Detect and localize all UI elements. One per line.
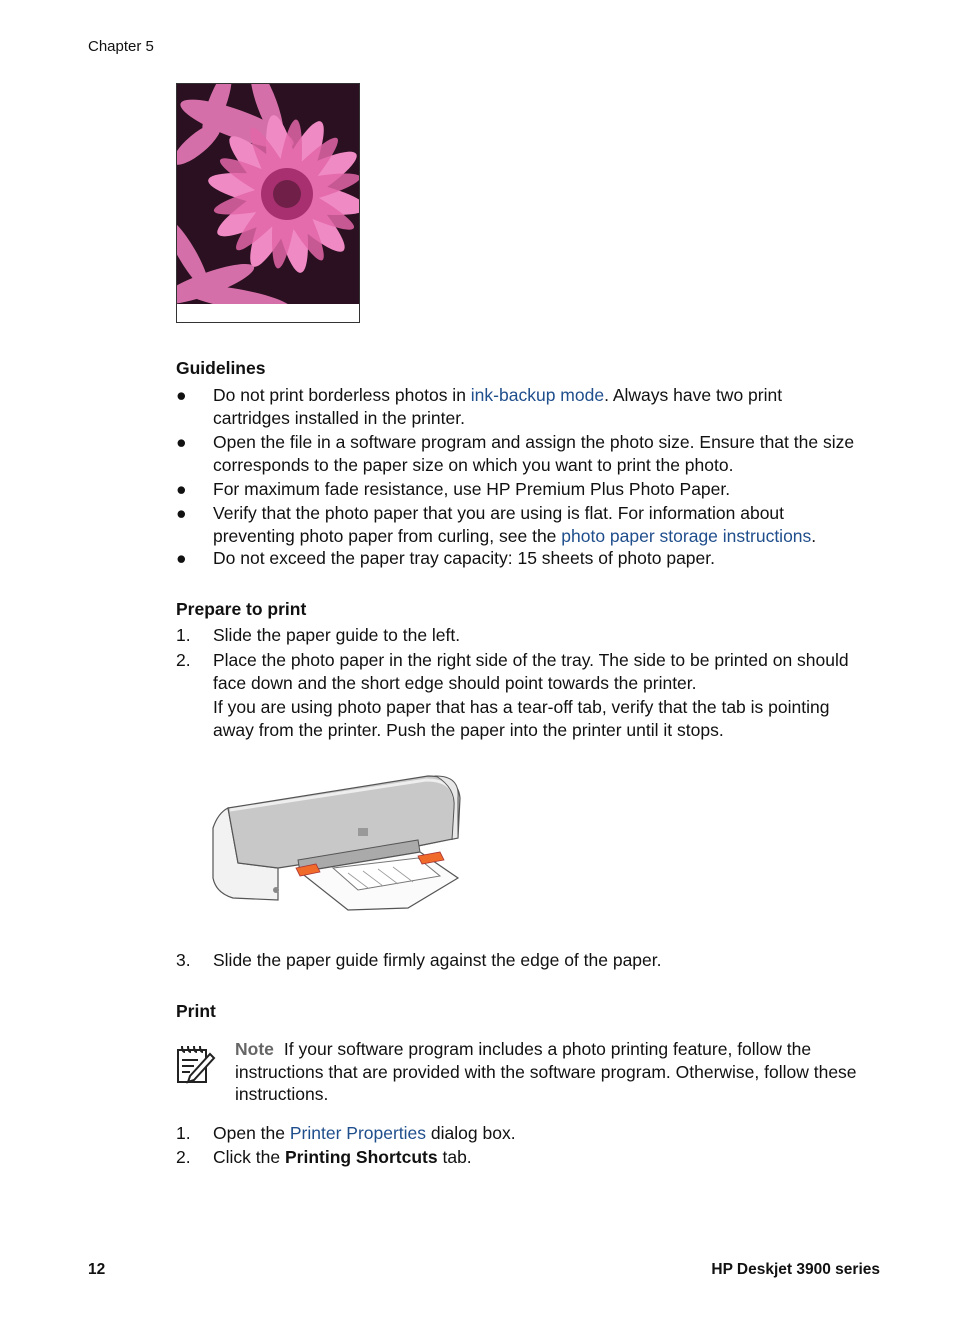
product-name: HP Deskjet 3900 series [711,1261,880,1278]
bullet-icon: ● [176,385,187,405]
bullet-icon: ● [176,479,187,499]
page-number: 12 [88,1261,106,1278]
printer-icon [208,768,468,918]
printer-illustration [208,768,468,918]
note-label: Note [235,1039,274,1059]
borderless-photo-sample [176,83,360,323]
bullet-icon: ● [176,432,187,452]
note-icon [176,1042,216,1086]
bullet-icon: ● [176,548,187,568]
chapter-label: Chapter 5 [88,38,154,55]
photo-paper-storage-link[interactable]: photo paper storage instructions [561,525,812,546]
guidelines-heading: Guidelines [176,358,266,378]
bullet-icon: ● [176,503,187,523]
ink-backup-mode-link[interactable]: ink-backup mode [470,385,605,405]
prepare-heading: Prepare to print [176,599,307,619]
printer-properties-link[interactable]: Printer Properties [289,1123,427,1143]
print-heading: Print [176,1001,216,1021]
printing-shortcuts-tab-label: Printing Shortcuts [284,1147,438,1167]
flower-photo-image [177,84,359,322]
note-text: Note If your software program includes a photo printing feature, follow the instructions that are provided with the software program. Otherwise, follow these instructions. [235,1039,857,1104]
